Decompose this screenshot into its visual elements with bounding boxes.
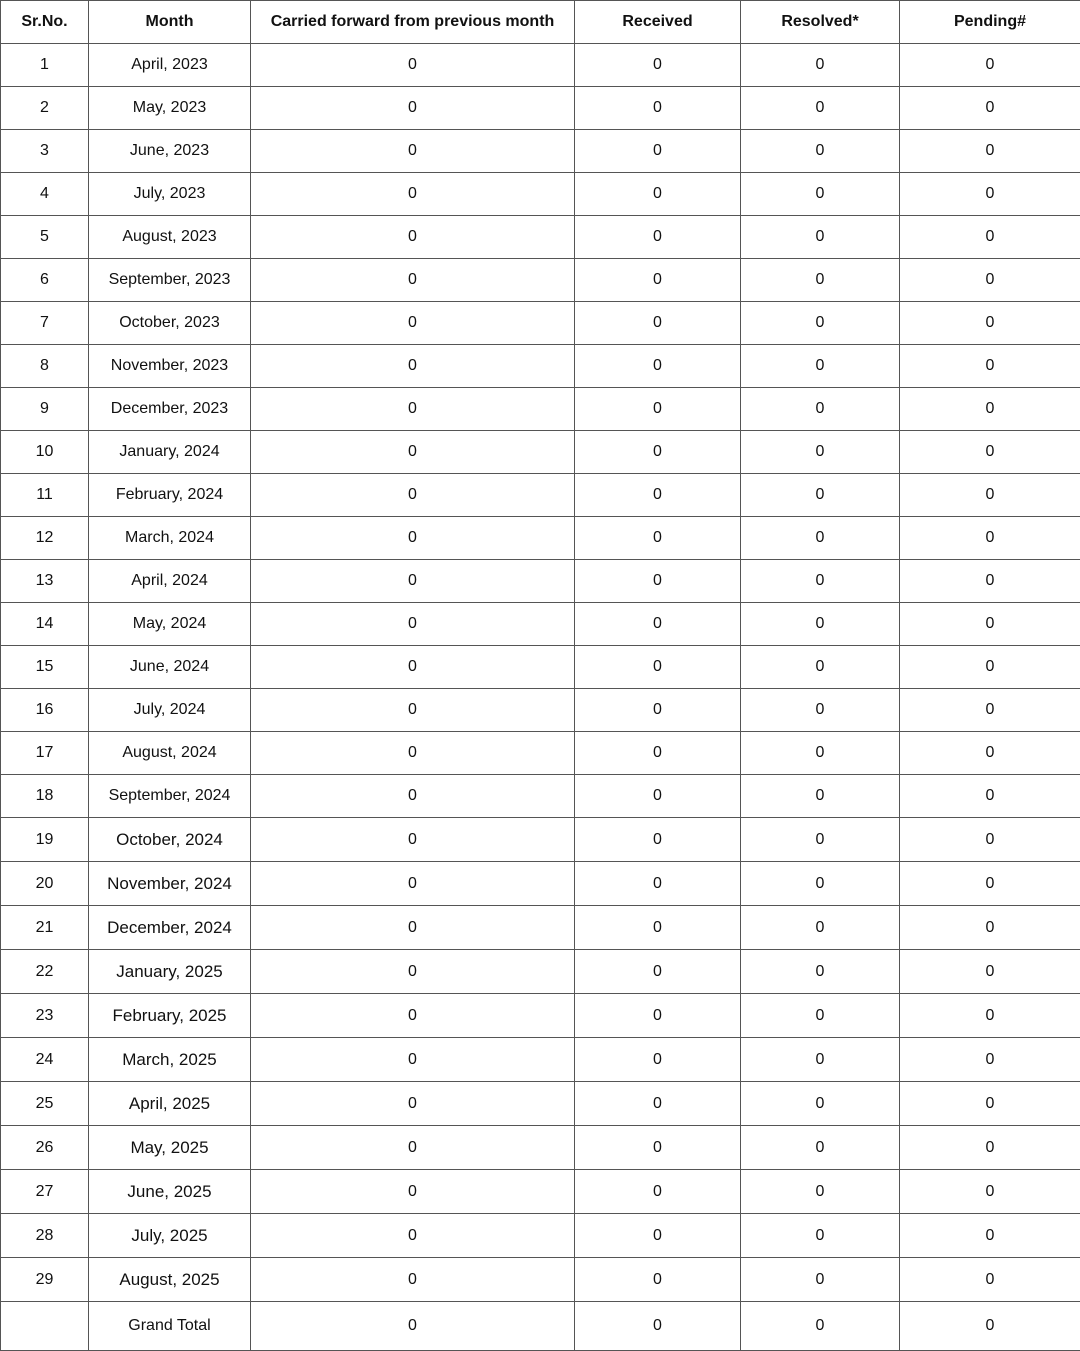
table-row [1, 906, 1080, 950]
table-row [1, 1038, 1080, 1082]
received-cell: 0 [575, 1214, 741, 1258]
resolved-cell: 0 [741, 388, 900, 431]
sr-no-cell: 9 [1, 388, 89, 431]
received-cell: 0 [575, 906, 741, 950]
resolved-cell: 0 [741, 517, 900, 560]
carried-forward-cell: 0 [251, 388, 575, 431]
table-row [1, 431, 1080, 474]
resolved-cell: 0 [741, 474, 900, 517]
table-row [1, 560, 1080, 603]
month-cell: March, 2024 [89, 517, 251, 560]
carried-forward-cell: 0 [251, 560, 575, 603]
total-month-cell: Grand Total [89, 1302, 251, 1351]
received-cell: 0 [575, 862, 741, 906]
received-cell: 0 [575, 818, 741, 862]
sr-no-cell: 27 [1, 1170, 89, 1214]
total-resolved-cell: 0 [741, 1302, 900, 1351]
month-cell: April, 2024 [89, 560, 251, 603]
pending-cell: 0 [900, 173, 1080, 216]
pending-cell: 0 [900, 1082, 1080, 1126]
carried-forward-cell: 0 [251, 1170, 575, 1214]
resolved-cell: 0 [741, 302, 900, 345]
table-row [1, 1126, 1080, 1170]
sr-no-cell: 17 [1, 732, 89, 775]
sr-no-cell: 11 [1, 474, 89, 517]
month-cell: December, 2024 [89, 906, 251, 950]
resolved-cell: 0 [741, 906, 900, 950]
carried-forward-cell: 0 [251, 259, 575, 302]
sr-no-cell: 10 [1, 431, 89, 474]
month-cell: February, 2024 [89, 474, 251, 517]
table-row [1, 474, 1080, 517]
resolved-cell: 0 [741, 259, 900, 302]
sr-no-cell: 15 [1, 646, 89, 689]
table-row [1, 1082, 1080, 1126]
pending-cell: 0 [900, 1214, 1080, 1258]
month-cell: April, 2025 [89, 1082, 251, 1126]
month-cell: January, 2024 [89, 431, 251, 474]
received-cell: 0 [575, 560, 741, 603]
carried-forward-cell: 0 [251, 732, 575, 775]
received-cell: 0 [575, 431, 741, 474]
resolved-cell: 0 [741, 44, 900, 87]
sr-no-cell: 20 [1, 862, 89, 906]
month-cell: June, 2025 [89, 1170, 251, 1214]
sr-no-cell: 1 [1, 44, 89, 87]
received-cell: 0 [575, 1258, 741, 1302]
sr-no-cell: 14 [1, 603, 89, 646]
total-carried-forward-cell: 0 [251, 1302, 575, 1351]
carried-forward-cell: 0 [251, 646, 575, 689]
received-cell: 0 [575, 216, 741, 259]
resolved-cell: 0 [741, 994, 900, 1038]
sr-no-cell: 19 [1, 818, 89, 862]
sr-no-cell: 25 [1, 1082, 89, 1126]
resolved-cell: 0 [741, 775, 900, 818]
table-row [1, 345, 1080, 388]
sr-no-cell: 2 [1, 87, 89, 130]
month-cell: October, 2023 [89, 302, 251, 345]
carried-forward-cell: 0 [251, 689, 575, 732]
table-row [1, 950, 1080, 994]
sr-no-cell: 23 [1, 994, 89, 1038]
carried-forward-cell: 0 [251, 216, 575, 259]
month-cell: June, 2023 [89, 130, 251, 173]
pending-cell: 0 [900, 517, 1080, 560]
table-row [1, 216, 1080, 259]
table-row [1, 732, 1080, 775]
received-cell: 0 [575, 474, 741, 517]
month-cell: October, 2024 [89, 818, 251, 862]
table-row [1, 44, 1080, 87]
month-cell: May, 2023 [89, 87, 251, 130]
resolved-cell: 0 [741, 689, 900, 732]
table-body [1, 44, 1080, 1351]
table-row [1, 302, 1080, 345]
pending-cell: 0 [900, 994, 1080, 1038]
resolved-cell: 0 [741, 646, 900, 689]
resolved-cell: 0 [741, 603, 900, 646]
received-cell: 0 [575, 44, 741, 87]
sr-no-cell: 28 [1, 1214, 89, 1258]
table-row [1, 259, 1080, 302]
table-row [1, 517, 1080, 560]
resolved-cell: 0 [741, 1038, 900, 1082]
total-sr-no-cell [1, 1302, 89, 1351]
header-pending: Pending# [900, 1, 1080, 44]
received-cell: 0 [575, 646, 741, 689]
sr-no-cell: 22 [1, 950, 89, 994]
carried-forward-cell: 0 [251, 775, 575, 818]
month-cell: September, 2024 [89, 775, 251, 818]
resolved-cell: 0 [741, 1126, 900, 1170]
pending-cell: 0 [900, 732, 1080, 775]
pending-cell: 0 [900, 259, 1080, 302]
sr-no-cell: 16 [1, 689, 89, 732]
sr-no-cell: 6 [1, 259, 89, 302]
pending-cell: 0 [900, 603, 1080, 646]
resolved-cell: 0 [741, 1082, 900, 1126]
pending-cell: 0 [900, 388, 1080, 431]
received-cell: 0 [575, 1126, 741, 1170]
table-row [1, 818, 1080, 862]
month-cell: July, 2023 [89, 173, 251, 216]
received-cell: 0 [575, 345, 741, 388]
carried-forward-cell: 0 [251, 130, 575, 173]
carried-forward-cell: 0 [251, 173, 575, 216]
sr-no-cell: 18 [1, 775, 89, 818]
pending-cell: 0 [900, 689, 1080, 732]
carried-forward-cell: 0 [251, 345, 575, 388]
month-cell: November, 2024 [89, 862, 251, 906]
carried-forward-cell: 0 [251, 44, 575, 87]
table-row [1, 689, 1080, 732]
resolved-cell: 0 [741, 1214, 900, 1258]
pending-cell: 0 [900, 87, 1080, 130]
resolved-cell: 0 [741, 1170, 900, 1214]
total-pending-cell: 0 [900, 1302, 1080, 1351]
sr-no-cell: 29 [1, 1258, 89, 1302]
month-cell: November, 2023 [89, 345, 251, 388]
table-row [1, 87, 1080, 130]
resolved-cell: 0 [741, 950, 900, 994]
received-cell: 0 [575, 689, 741, 732]
carried-forward-cell: 0 [251, 862, 575, 906]
month-cell: August, 2025 [89, 1258, 251, 1302]
month-cell: May, 2024 [89, 603, 251, 646]
carried-forward-cell: 0 [251, 1082, 575, 1126]
sr-no-cell: 13 [1, 560, 89, 603]
header-carried-forward: Carried forward from previous month [251, 1, 575, 44]
header-sr-no: Sr.No. [1, 1, 89, 44]
sr-no-cell: 21 [1, 906, 89, 950]
table-row [1, 1170, 1080, 1214]
table-row [1, 862, 1080, 906]
header-received: Received [575, 1, 741, 44]
month-cell: July, 2025 [89, 1214, 251, 1258]
month-cell: May, 2025 [89, 1126, 251, 1170]
month-cell: August, 2023 [89, 216, 251, 259]
carried-forward-cell: 0 [251, 818, 575, 862]
pending-cell: 0 [900, 862, 1080, 906]
pending-cell: 0 [900, 950, 1080, 994]
carried-forward-cell: 0 [251, 603, 575, 646]
month-cell: December, 2023 [89, 388, 251, 431]
pending-cell: 0 [900, 646, 1080, 689]
pending-cell: 0 [900, 560, 1080, 603]
month-cell: April, 2023 [89, 44, 251, 87]
carried-forward-cell: 0 [251, 1258, 575, 1302]
carried-forward-cell: 0 [251, 1126, 575, 1170]
month-cell: July, 2024 [89, 689, 251, 732]
carried-forward-cell: 0 [251, 87, 575, 130]
table-row [1, 603, 1080, 646]
resolved-cell: 0 [741, 862, 900, 906]
header-resolved: Resolved* [741, 1, 900, 44]
carried-forward-cell: 0 [251, 1214, 575, 1258]
received-cell: 0 [575, 1170, 741, 1214]
sr-no-cell: 5 [1, 216, 89, 259]
month-cell: February, 2025 [89, 994, 251, 1038]
carried-forward-cell: 0 [251, 1038, 575, 1082]
resolved-cell: 0 [741, 431, 900, 474]
carried-forward-cell: 0 [251, 431, 575, 474]
received-cell: 0 [575, 173, 741, 216]
resolved-cell: 0 [741, 130, 900, 173]
sr-no-cell: 3 [1, 130, 89, 173]
pending-cell: 0 [900, 130, 1080, 173]
carried-forward-cell: 0 [251, 906, 575, 950]
resolved-cell: 0 [741, 87, 900, 130]
month-cell: September, 2023 [89, 259, 251, 302]
received-cell: 0 [575, 259, 741, 302]
month-cell: March, 2025 [89, 1038, 251, 1082]
table-row [1, 1214, 1080, 1258]
header-row [1, 1, 1080, 44]
table-row [1, 130, 1080, 173]
pending-cell: 0 [900, 818, 1080, 862]
resolved-cell: 0 [741, 216, 900, 259]
table-row [1, 1258, 1080, 1302]
month-cell: August, 2024 [89, 732, 251, 775]
table-row [1, 775, 1080, 818]
received-cell: 0 [575, 1038, 741, 1082]
sr-no-cell: 12 [1, 517, 89, 560]
header-month: Month [89, 1, 251, 44]
sr-no-cell: 7 [1, 302, 89, 345]
resolved-cell: 0 [741, 1258, 900, 1302]
pending-cell: 0 [900, 431, 1080, 474]
month-cell: June, 2024 [89, 646, 251, 689]
pending-cell: 0 [900, 474, 1080, 517]
pending-cell: 0 [900, 1126, 1080, 1170]
pending-cell: 0 [900, 775, 1080, 818]
received-cell: 0 [575, 732, 741, 775]
carried-forward-cell: 0 [251, 517, 575, 560]
resolved-cell: 0 [741, 560, 900, 603]
carried-forward-cell: 0 [251, 302, 575, 345]
received-cell: 0 [575, 87, 741, 130]
month-cell: January, 2025 [89, 950, 251, 994]
pending-cell: 0 [900, 906, 1080, 950]
sr-no-cell: 4 [1, 173, 89, 216]
table-row [1, 994, 1080, 1038]
total-received-cell: 0 [575, 1302, 741, 1351]
pending-cell: 0 [900, 1038, 1080, 1082]
received-cell: 0 [575, 1082, 741, 1126]
pending-cell: 0 [900, 44, 1080, 87]
sr-no-cell: 26 [1, 1126, 89, 1170]
sr-no-cell: 8 [1, 345, 89, 388]
table-row [1, 646, 1080, 689]
received-cell: 0 [575, 517, 741, 560]
resolved-cell: 0 [741, 732, 900, 775]
table-row [1, 388, 1080, 431]
pending-cell: 0 [900, 216, 1080, 259]
resolved-cell: 0 [741, 818, 900, 862]
grand-total-row [1, 1302, 1080, 1351]
received-cell: 0 [575, 130, 741, 173]
sr-no-cell: 24 [1, 1038, 89, 1082]
carried-forward-cell: 0 [251, 994, 575, 1038]
received-cell: 0 [575, 994, 741, 1038]
resolved-cell: 0 [741, 345, 900, 388]
carried-forward-cell: 0 [251, 950, 575, 994]
pending-cell: 0 [900, 1170, 1080, 1214]
received-cell: 0 [575, 302, 741, 345]
resolved-cell: 0 [741, 173, 900, 216]
pending-cell: 0 [900, 1258, 1080, 1302]
carried-forward-cell: 0 [251, 474, 575, 517]
pending-cell: 0 [900, 302, 1080, 345]
received-cell: 0 [575, 950, 741, 994]
received-cell: 0 [575, 775, 741, 818]
pending-cell: 0 [900, 345, 1080, 388]
received-cell: 0 [575, 603, 741, 646]
table-row [1, 173, 1080, 216]
received-cell: 0 [575, 388, 741, 431]
